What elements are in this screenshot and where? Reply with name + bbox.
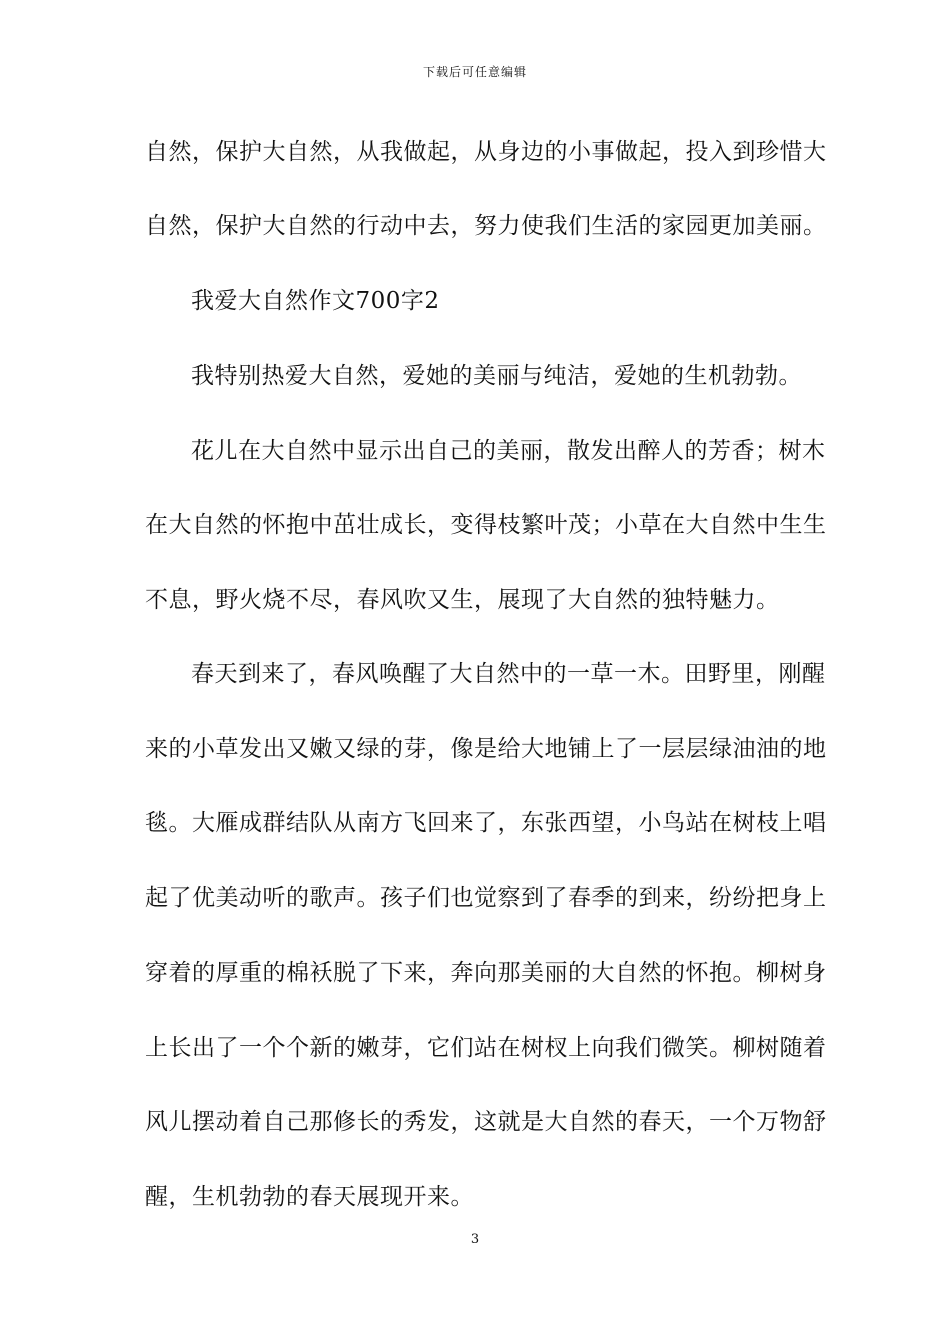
body-line: 来的小草发出又嫩又绿的芽，像是给大地铺上了一层层绿油油的地 — [145, 736, 827, 762]
body-line: 我特别热爱大自然，爱她的美丽与纯洁，爱她的生机勃勃。 — [191, 363, 802, 389]
body-line: 上长出了一个个新的嫩芽，它们站在树杈上向我们微笑。柳树随着 — [145, 1035, 827, 1061]
page-number: 3 — [470, 1232, 480, 1247]
body-line: 起了优美动听的歌声。孩子们也觉察到了春季的到来，纷纷把身上 — [145, 885, 827, 911]
header-note: 下载后可任意编辑 — [422, 65, 527, 79]
body-line: 穿着的厚重的棉袄脱了下来，奔向那美丽的大自然的怀抱。柳树身 — [145, 960, 827, 986]
body-line: 毯。大雁成群结队从南方飞回来了，东张西望，小鸟站在树枝上唱 — [145, 810, 827, 836]
body-line: 春天到来了，春风唤醒了大自然中的一草一木。田野里，刚醒 — [191, 661, 826, 687]
essay-title: 我爱大自然作文700字2 — [191, 288, 440, 314]
body-line: 醒，生机勃勃的春天展现开来。 — [145, 1184, 474, 1210]
body-line: 花儿在大自然中显示出自己的美丽，散发出醉人的芳香；树木 — [191, 438, 826, 464]
body-line: 风儿摆动着自己那修长的秀发，这就是大自然的春天，一个万物舒 — [145, 1109, 827, 1135]
body-line: 自然，保护大自然的行动中去，努力使我们生活的家园更加美丽。 — [145, 213, 827, 239]
body-line: 自然，保护大自然，从我做起，从身边的小事做起，投入到珍惜大 — [145, 139, 827, 165]
body-line: 不息，野火烧不尽，春风吹又生，展现了大自然的独特魅力。 — [145, 587, 780, 613]
body-line: 在大自然的怀抱中茁壮成长，变得枝繁叶茂；小草在大自然中生生 — [145, 512, 827, 538]
